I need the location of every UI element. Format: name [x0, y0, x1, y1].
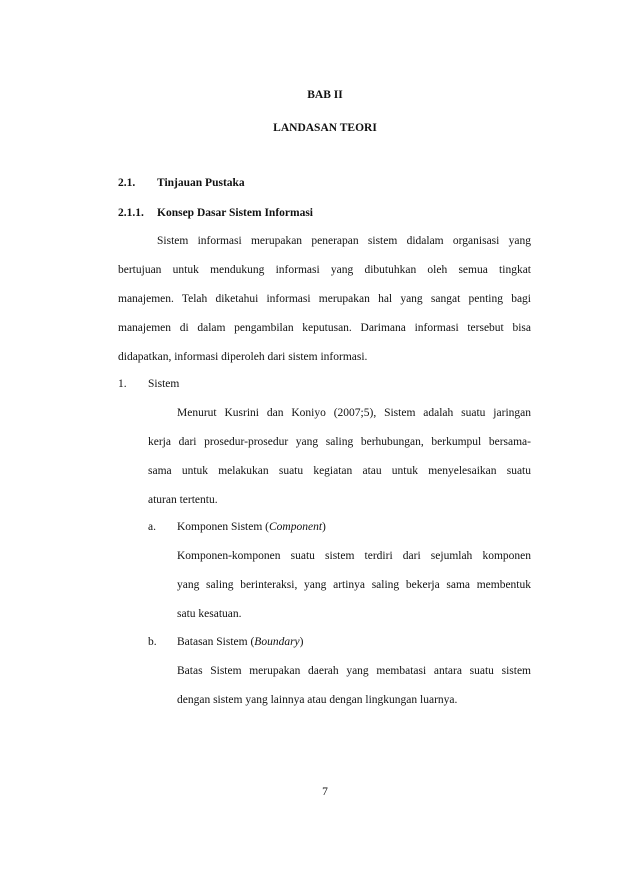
item1-line: sama untuk melakukan suatu kegiatan atau untuk menyelesaikan suatu — [148, 465, 531, 477]
subitem-b-line: Batas Sistem merupakan daerah yang membatasi antara suatu sistem — [177, 665, 531, 677]
subitem-letter: b. — [148, 636, 157, 648]
subitem-a-line: yang saling berinteraksi, yang artinya saling bekerja sama membentuk — [177, 579, 531, 591]
item1-line: aturan tertentu. — [148, 494, 218, 506]
section-number: 2.1. — [118, 177, 136, 189]
subitem-b-line: dengan sistem yang lainnya atau dengan lingkungan luarnya. — [177, 694, 458, 706]
chapter-title: LANDASAN TEORI — [273, 122, 377, 134]
subsection-number: 2.1.1. — [118, 207, 144, 219]
subsection-title: Konsep Dasar Sistem Informasi — [157, 207, 314, 219]
subitem-a-line: satu kesatuan. — [177, 608, 242, 620]
intro-line: Sistem informasi merupakan penerapan sistem didalam organisasi yang — [157, 235, 531, 247]
chapter-number: BAB II — [307, 89, 343, 101]
subitem-letter: a. — [148, 521, 156, 533]
page-number: 7 — [322, 786, 328, 798]
subitem-b-title-italic: Boundary — [254, 636, 300, 648]
subitem-a-title-italic: Component — [269, 521, 323, 533]
intro-line: manajemen. Telah diketahui informasi merupakan hal yang sangat penting bagi — [118, 293, 531, 305]
item-number: 1. — [118, 378, 127, 390]
item1-line: Menurut Kusrini dan Koniyo (2007;5), Sistem adalah suatu jaringan — [177, 407, 531, 419]
item1-line: kerja dari prosedur-prosedur yang saling berhubungan, berkumpul bersama- — [148, 436, 531, 448]
subitem-a-title: Komponen Sistem (Component) — [177, 521, 326, 533]
item-title: Sistem — [148, 378, 180, 390]
section-title: Tinjauan Pustaka — [157, 177, 245, 189]
subitem-a-line: Komponen-komponen suatu sistem terdiri dari sejumlah komponen — [177, 550, 531, 562]
subitem-b-title: Batasan Sistem (Boundary) — [177, 636, 304, 648]
intro-line: manajemen di dalam pengambilan keputusan. Darimana informasi tersebut bisa — [118, 322, 531, 334]
intro-line: didapatkan, informasi diperoleh dari sistem informasi. — [118, 351, 368, 363]
intro-line: bertujuan untuk mendukung informasi yang dibutuhkan oleh semua tingkat — [118, 264, 531, 276]
